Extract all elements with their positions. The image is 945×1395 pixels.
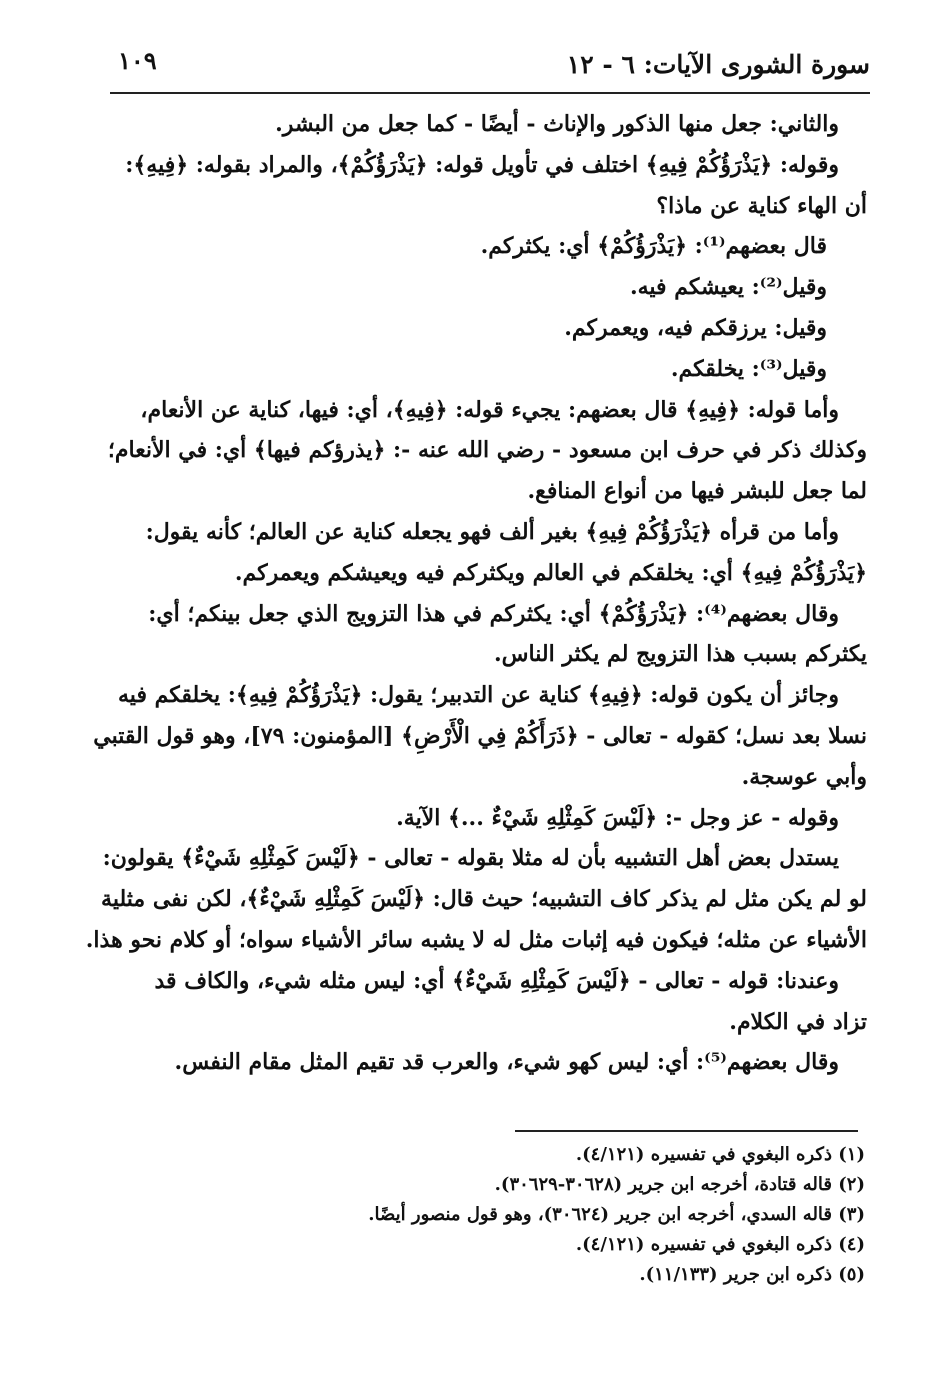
- running-title: سورة الشورى الآيات: ٦ - ١٢: [566, 50, 870, 79]
- text-line: والثاني: جعل منها الذكور والإناث - أيضًا - كما جعل من البشر.: [275, 111, 839, 137]
- text-line: لما جعل للبشر فيها من أنواع المنافع.: [527, 478, 867, 505]
- text-line: وقال بعضهم⁽⁵⁾: أي: ليس كهو شيء، والعرب قد تقيم المثل مقام النفس.: [174, 1049, 839, 1076]
- page-number: ١٠٩: [118, 46, 157, 75]
- text-line: وقيل⁽²⁾: يعيشكم فيه.: [629, 274, 827, 301]
- text-line: وقال بعضهم⁽⁴⁾: ﴿يَذْرَؤُكُمْ﴾ أي: يكثركم في هذا التزويج الذي جعل بينكم؛ أي:: [148, 600, 839, 627]
- footnote: (١) ذكره البغوي في تفسيره (٤/١٢١).: [575, 1144, 865, 1165]
- text-line: أن الهاء كناية عن ماذا؟: [656, 192, 867, 219]
- text-line: وأبي عوسجة.: [741, 763, 867, 790]
- text-line: وقوله: ﴿يَذْرَؤُكُمْ فِيهِ﴾ اختلف في تأويل قوله: ﴿يَذْرَؤُكُمْ﴾، والمراد بقوله: ﴿فِيهِ﴾:: [125, 151, 839, 178]
- text-line: وقوله - عز وجل -: ﴿لَيْسَ كَمِثْلِهِ شَيْءٌ ...﴾ الآية.: [396, 804, 839, 831]
- text-line: وعندنا: قوله - تعالى - ﴿لَيْسَ كَمِثْلِهِ شَيْءٌ﴾ أي: ليس مثله شيء، والكاف قد: [154, 967, 839, 994]
- footnote: (٢) قاله قتادة، أخرجه ابن جرير (٣٠٦٢٨-٣٠٦٢٩).: [494, 1174, 865, 1195]
- footnote: (٣) قاله السدي، أخرجه ابن جرير (٣٠٦٢٤)، وهو قول منصور أيضًا.: [368, 1204, 865, 1225]
- text-line: وقيل⁽³⁾: يخلقكم.: [670, 355, 827, 382]
- text-line: قال بعضهم⁽¹⁾: ﴿يَذْرَؤُكُمْ﴾ أي: يكثركم.: [480, 233, 827, 260]
- text-line: ﴿يَذْرَؤُكُمْ فِيهِ﴾ أي: يخلقكم في العالم ويكثركم فيه ويعيشكم ويعمركم.: [234, 559, 867, 586]
- text-line: نسلا بعد نسل؛ كقوله - تعالى - ﴿ذَرَأَكُمْ فِي الْأَرْضِ﴾ [المؤمنون: ٧٩]، وهو قول القتبي: [93, 722, 867, 749]
- text-line: وأما قوله: ﴿فِيهِ﴾ قال بعضهم: يجيء قوله: ﴿فِيهِ﴾، أي: فيها، كناية عن الأنعام،: [140, 396, 839, 423]
- text-line: يكثركم بسبب هذا التزويج لم يكثر الناس.: [494, 641, 867, 668]
- footnote: (٥) ذكره ابن جرير (١١/١٣٣).: [639, 1264, 865, 1285]
- text-line: وقيل: يرزقكم فيه، ويعمركم.: [564, 314, 827, 341]
- text-line: وأما من قرأه ﴿يَذْرَؤُكُمْ فِيهِ﴾ بغير ألف فهو يجعله كناية عن العالم؛ كأنه يقول:: [145, 518, 839, 545]
- text-line: يستدل بعض أهل التشبيه بأن له مثلا بقوله - تعالى - ﴿لَيْسَ كَمِثْلِهِ شَيْءٌ﴾ يقولون:: [102, 845, 839, 872]
- footnote-divider: [515, 1130, 858, 1132]
- text-line: تزاد في الكلام.: [729, 1008, 867, 1035]
- text-line: الأشياء عن مثله؛ فيكون فيه إثبات مثل له لا يشبه سائر الأشياء سواه؛ أو كلام نحو هذا.: [85, 926, 867, 953]
- text-line: وكذلك ذكر في حرف ابن مسعود - رضي الله عنه -: ﴿يذرؤكم فيها﴾ أي: في الأنعام؛: [107, 437, 867, 464]
- text-line: لو لم يكن مثل لم يذكر كاف التشبيه؛ حيث قال: ﴿لَيْسَ كَمِثْلِهِ شَيْءٌ﴾، لكن نفى مثلية: [101, 886, 867, 913]
- text-line: وجائز أن يكون قوله: ﴿فِيهِ﴾ كناية عن التدبير؛ يقول: ﴿يَذْرَؤُكُمْ فِيهِ﴾: يخلقكم فيه: [118, 682, 839, 709]
- main-text: [85, 104, 867, 1083]
- page-header: [110, 40, 870, 94]
- footnotes: [128, 1140, 867, 1290]
- footnote: (٤) ذكره البغوي في تفسيره (٤/١٢١).: [575, 1234, 865, 1255]
